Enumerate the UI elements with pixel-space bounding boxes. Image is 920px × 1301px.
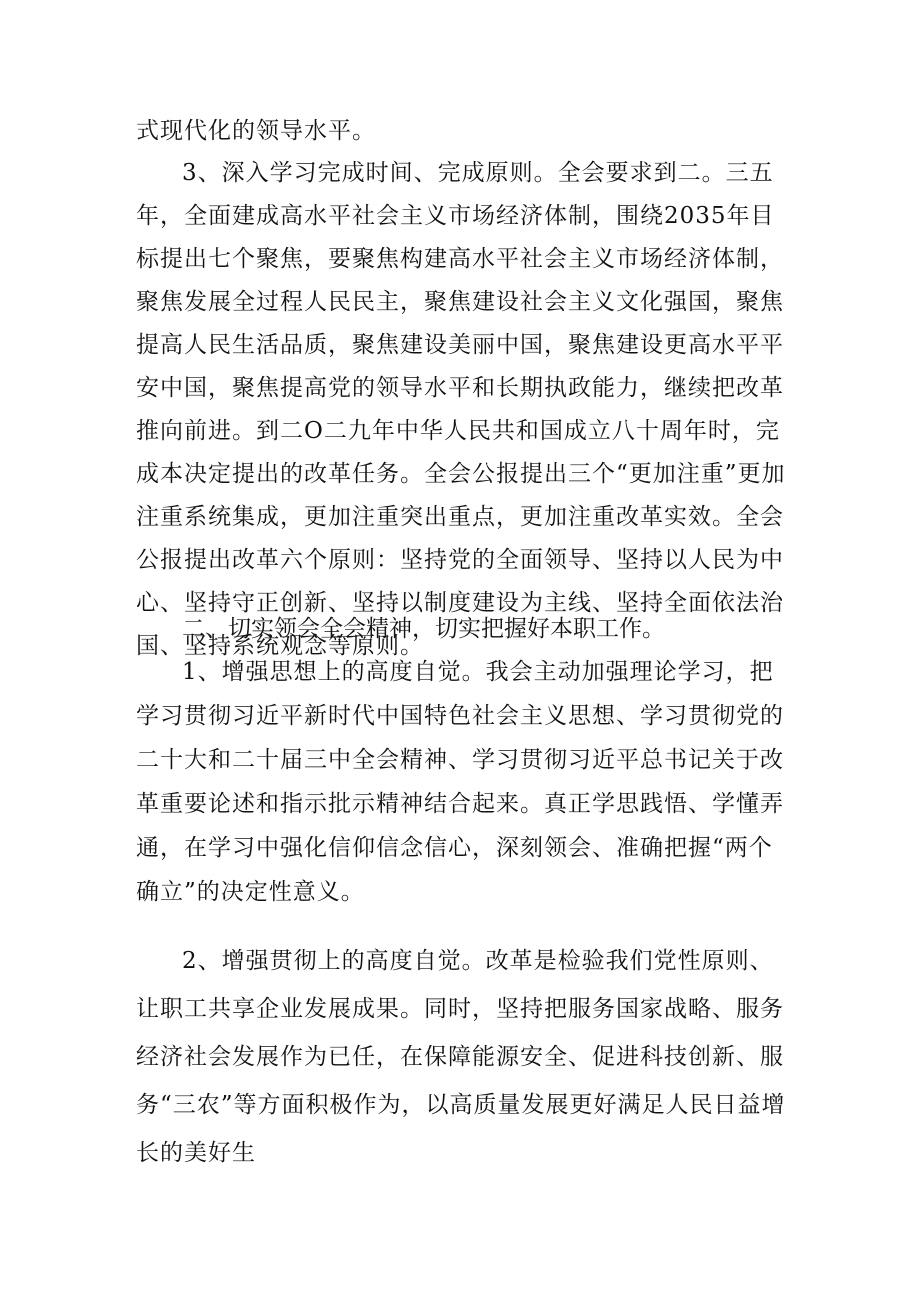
paragraph-continuation: 式现代化的领导水平。 (136, 118, 376, 144)
text-block-point-2-1 (136, 650, 796, 914)
paragraph-point-2-2: 2、增强贯彻上的高度自觉。改革是检验我们党性原则、让职工共享企业发展成果。同时，坚持把服务国家战略、服务经济社会发展作为已任，在保障能源安全、促进科技创新、服务“三农”等方面积极作为，以高质量发展更好满足人民日益增长的美好生 (136, 948, 786, 1166)
section-heading: 二、切实领会全会精神，切实把握好本职工作。 (182, 616, 665, 642)
paragraph-point-3: 3、深入学习完成时间、完成原则。全会要求到二。三五年，全面建成高水平社会主义市场经济体制，围绕2035年目标提出七个聚焦，要聚焦构建高水平社会主义市场经济体制，聚焦发展全过程人民民主，聚焦建设社会主义文化强国，聚焦提高人民生活品质，聚焦建设美丽中国，聚焦建设更高水平平安中国，聚焦提高党的领导水平和长期执政能力，继续把改革推向前进。到二O二九年中华人民共和国成立八十周年时，完成本决定提出的改革任务。全会公报提出三个“更加注重”更加注重系统集成，更加注重突出重点，更加注重改革实效。全会公报提出改革六个原则：坚持党的全面领导、坚持以人民为中心、坚持守正创新、坚持以制度建设为主线、坚持全面依法治国、坚持系统观念等原则。 (136, 160, 786, 659)
text-block-continuation (136, 110, 796, 153)
text-block-point-2-2 (136, 937, 796, 1177)
text-block-point-3 (136, 152, 796, 668)
paragraph-point-2-1: 1、增强思想上的高度自觉。我会主动加强理论学习，把学习贯彻习近平新时代中国特色社会主义思想、学习贯彻党的二十大和二十届三中全会精神、学习贯彻习近平总书记关于改革重要论述和指示批示精神结合起来。真正学思践悟、学懂弄通，在学习中强化信仰信念信心，深刻领会、准确把握“两个确立”的决定性意义。 (136, 659, 784, 905)
text-block-heading-2 (136, 607, 796, 651)
